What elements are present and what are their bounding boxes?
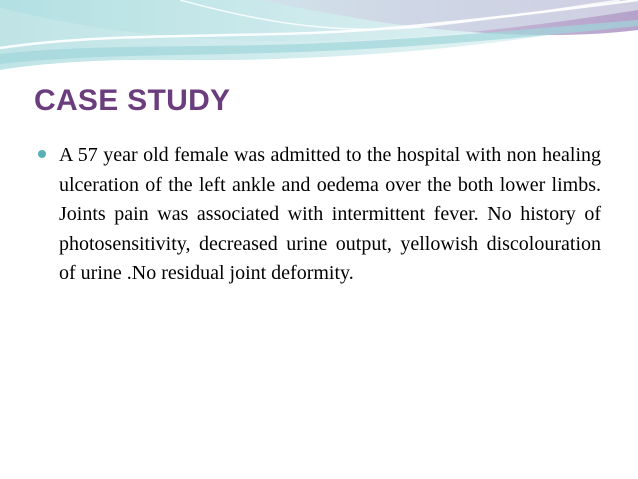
bullet-item	[38, 141, 601, 289]
bullet-icon	[38, 150, 46, 158]
header-wave-decoration	[0, 0, 638, 80]
bullet-list	[38, 141, 601, 289]
bullet-text: A 57 year old female was admitted to the hospital with non healing ulceration of the left ankle and oedema over the both lower limbs. Joints pain was associated with intermittent fever. No history of photosensitivity, decreased urine output, yellowish discolouration of urine .No residual joint deformity.	[59, 144, 601, 284]
slide-title: CASE STUDY	[34, 84, 231, 117]
